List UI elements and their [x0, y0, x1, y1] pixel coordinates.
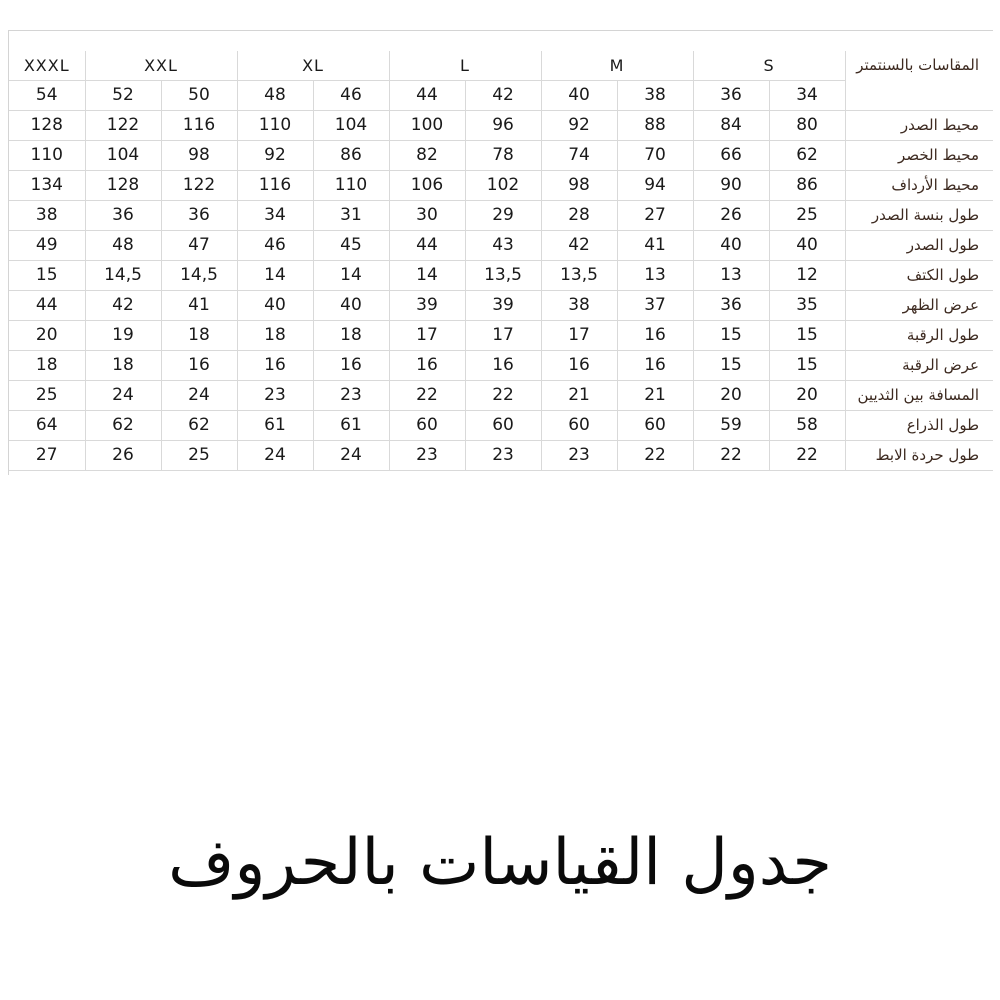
measurement-value-cell: 104	[313, 111, 389, 141]
measurement-value-cell: 62	[769, 141, 845, 171]
measurement-row	[9, 321, 993, 351]
measurement-value-cell: 14	[237, 261, 313, 291]
measurement-value-cell: 38	[9, 201, 85, 231]
measurement-value-cell: 86	[313, 141, 389, 171]
measurement-value-cell: 110	[9, 141, 85, 171]
measurement-value-cell: 18	[237, 321, 313, 351]
base-size-cell: 38	[617, 81, 693, 111]
measurement-value-cell: 82	[389, 141, 465, 171]
base-size-cell: 48	[237, 81, 313, 111]
measurement-value-cell: 13	[693, 261, 769, 291]
measurement-value-cell: 92	[541, 111, 617, 141]
measurement-value-cell: 25	[161, 441, 237, 471]
measurement-value-cell: 25	[9, 381, 85, 411]
measurement-value-cell: 60	[389, 411, 465, 441]
measurement-value-cell: 26	[85, 441, 161, 471]
measurement-label: المسافة بين الثديين	[845, 381, 993, 411]
measurement-value-cell: 40	[313, 291, 389, 321]
measurement-row	[9, 291, 993, 321]
measurement-value-cell: 25	[769, 201, 845, 231]
measurement-value-cell: 23	[313, 381, 389, 411]
measurement-row	[9, 141, 993, 171]
measurement-value-cell: 40	[769, 231, 845, 261]
size-header-row	[9, 51, 993, 81]
size-header-m: M	[541, 51, 693, 81]
measurement-row	[9, 201, 993, 231]
measurement-row	[9, 411, 993, 441]
base-size-cell: 46	[313, 81, 389, 111]
measurement-label: محيط الخصر	[845, 141, 993, 171]
measurement-value-cell: 49	[9, 231, 85, 261]
measurement-value-cell: 62	[85, 411, 161, 441]
measurement-label: طول حردة الابط	[845, 441, 993, 471]
base-size-cell: 36	[693, 81, 769, 111]
measurement-value-cell: 14	[313, 261, 389, 291]
measurement-value-cell: 14,5	[161, 261, 237, 291]
measurement-value-cell: 16	[237, 351, 313, 381]
measurement-value-cell: 16	[161, 351, 237, 381]
measurement-value-cell: 36	[693, 291, 769, 321]
measurement-value-cell: 98	[541, 171, 617, 201]
measurement-value-cell: 14	[389, 261, 465, 291]
measurement-value-cell: 92	[237, 141, 313, 171]
measurement-value-cell: 66	[693, 141, 769, 171]
measurement-value-cell: 37	[617, 291, 693, 321]
measurement-value-cell: 23	[465, 441, 541, 471]
measurement-value-cell: 31	[313, 201, 389, 231]
measurement-value-cell: 24	[85, 381, 161, 411]
measurement-value-cell: 48	[85, 231, 161, 261]
measurement-label: محيط الصدر	[845, 111, 993, 141]
size-header-s: S	[693, 51, 845, 81]
size-header-xl: XL	[237, 51, 389, 81]
measurement-row	[9, 261, 993, 291]
measurement-value-cell: 18	[161, 321, 237, 351]
measurement-value-cell: 61	[237, 411, 313, 441]
measurement-value-cell: 16	[541, 351, 617, 381]
measurement-value-cell: 60	[541, 411, 617, 441]
measurement-value-cell: 24	[237, 441, 313, 471]
measurement-row	[9, 441, 993, 471]
measurement-value-cell: 47	[161, 231, 237, 261]
measurement-value-cell: 96	[465, 111, 541, 141]
measurement-value-cell: 41	[161, 291, 237, 321]
measurement-value-cell: 22	[769, 441, 845, 471]
measurement-value-cell: 24	[161, 381, 237, 411]
measurement-value-cell: 18	[85, 351, 161, 381]
size-chart-sheet	[8, 30, 993, 475]
measurement-value-cell: 13	[617, 261, 693, 291]
measurement-value-cell: 42	[85, 291, 161, 321]
measurement-value-cell: 16	[617, 321, 693, 351]
measurement-value-cell: 59	[693, 411, 769, 441]
measurement-value-cell: 23	[389, 441, 465, 471]
page-caption: جدول القياسات بالحروف	[168, 826, 832, 900]
measurement-value-cell: 40	[237, 291, 313, 321]
measurement-label: عرض الرقبة	[845, 351, 993, 381]
base-size-cell: 50	[161, 81, 237, 111]
measurement-value-cell: 20	[769, 381, 845, 411]
base-size-cell: 42	[465, 81, 541, 111]
measurement-value-cell: 17	[465, 321, 541, 351]
measurement-label: طول الصدر	[845, 231, 993, 261]
measurement-value-cell: 15	[769, 351, 845, 381]
measurement-value-cell: 58	[769, 411, 845, 441]
measurement-value-cell: 116	[237, 171, 313, 201]
measurement-value-cell: 27	[9, 441, 85, 471]
measurement-value-cell: 34	[237, 201, 313, 231]
measurement-rows	[9, 111, 993, 471]
measurement-value-cell: 14,5	[85, 261, 161, 291]
measurement-value-cell: 17	[389, 321, 465, 351]
measurement-value-cell: 104	[85, 141, 161, 171]
measurement-value-cell: 40	[693, 231, 769, 261]
measurement-value-cell: 36	[161, 201, 237, 231]
measurement-value-cell: 134	[9, 171, 85, 201]
measurement-label: طول الذراع	[845, 411, 993, 441]
measurement-value-cell: 60	[617, 411, 693, 441]
measurement-value-cell: 36	[85, 201, 161, 231]
measurement-value-cell: 38	[541, 291, 617, 321]
measurement-row	[9, 171, 993, 201]
measurement-value-cell: 90	[693, 171, 769, 201]
measurement-value-cell: 20	[693, 381, 769, 411]
measurement-value-cell: 102	[465, 171, 541, 201]
measurement-value-cell: 21	[617, 381, 693, 411]
measurement-value-cell: 30	[389, 201, 465, 231]
base-size-cell: 34	[769, 81, 845, 111]
base-size-cell: 40	[541, 81, 617, 111]
measurement-value-cell: 35	[769, 291, 845, 321]
measurement-value-cell: 74	[541, 141, 617, 171]
measurement-value-cell: 39	[465, 291, 541, 321]
size-header-xxl: XXL	[85, 51, 237, 81]
measurement-value-cell: 43	[465, 231, 541, 261]
base-size-cell: 52	[85, 81, 161, 111]
measurement-value-cell: 100	[389, 111, 465, 141]
measurement-value-cell: 88	[617, 111, 693, 141]
measurement-value-cell: 22	[389, 381, 465, 411]
measurement-value-cell: 46	[237, 231, 313, 261]
measurement-value-cell: 13,5	[465, 261, 541, 291]
measurement-value-cell: 128	[9, 111, 85, 141]
measurement-value-cell: 64	[9, 411, 85, 441]
measurement-value-cell: 28	[541, 201, 617, 231]
measurement-value-cell: 15	[769, 321, 845, 351]
measurement-row	[9, 381, 993, 411]
measurement-value-cell: 16	[389, 351, 465, 381]
measurement-value-cell: 24	[313, 441, 389, 471]
measurement-value-cell: 23	[541, 441, 617, 471]
measurement-value-cell: 110	[237, 111, 313, 141]
measurement-value-cell: 80	[769, 111, 845, 141]
measurement-value-cell: 94	[617, 171, 693, 201]
size-header-l: L	[389, 51, 541, 81]
measurement-value-cell: 42	[541, 231, 617, 261]
measurement-label: طول الرقبة	[845, 321, 993, 351]
measurement-value-cell: 62	[161, 411, 237, 441]
measurement-value-cell: 122	[85, 111, 161, 141]
measurement-value-cell: 15	[693, 321, 769, 351]
measurement-value-cell: 15	[9, 261, 85, 291]
measurement-value-cell: 22	[465, 381, 541, 411]
measurement-value-cell: 21	[541, 381, 617, 411]
measurement-value-cell: 60	[465, 411, 541, 441]
size-header-xxxl: XXXL	[9, 51, 85, 81]
measurement-value-cell: 16	[465, 351, 541, 381]
base-size-cell: 44	[389, 81, 465, 111]
base-size-cell: 54	[9, 81, 85, 111]
measurement-value-cell: 29	[465, 201, 541, 231]
measurement-value-cell: 18	[9, 351, 85, 381]
measurement-label: طول الكتف	[845, 261, 993, 291]
measurement-value-cell: 18	[313, 321, 389, 351]
measurement-value-cell: 116	[161, 111, 237, 141]
measurement-value-cell: 84	[693, 111, 769, 141]
measurement-value-cell: 12	[769, 261, 845, 291]
measurement-value-cell: 23	[237, 381, 313, 411]
measurement-value-cell: 20	[9, 321, 85, 351]
measurement-value-cell: 122	[161, 171, 237, 201]
measurement-value-cell: 110	[313, 171, 389, 201]
measurement-value-cell: 15	[693, 351, 769, 381]
measurement-value-cell: 44	[389, 231, 465, 261]
size-chart-table	[9, 51, 993, 471]
measurement-value-cell: 26	[693, 201, 769, 231]
measurement-row	[9, 111, 993, 141]
measurements-header: المقاسات بالسنتمتر	[845, 51, 993, 111]
measurement-row	[9, 231, 993, 261]
measurement-value-cell: 44	[9, 291, 85, 321]
measurement-value-cell: 16	[313, 351, 389, 381]
measurement-value-cell: 128	[85, 171, 161, 201]
measurement-value-cell: 106	[389, 171, 465, 201]
measurement-value-cell: 39	[389, 291, 465, 321]
measurement-value-cell: 61	[313, 411, 389, 441]
measurement-row	[9, 351, 993, 381]
measurement-value-cell: 70	[617, 141, 693, 171]
measurement-value-cell: 98	[161, 141, 237, 171]
measurement-label: محيط الأرداف	[845, 171, 993, 201]
measurement-value-cell: 86	[769, 171, 845, 201]
measurement-value-cell: 41	[617, 231, 693, 261]
measurement-value-cell: 17	[541, 321, 617, 351]
measurement-label: عرض الظهر	[845, 291, 993, 321]
measurement-label: طول بنسة الصدر	[845, 201, 993, 231]
measurement-value-cell: 13,5	[541, 261, 617, 291]
measurement-value-cell: 45	[313, 231, 389, 261]
measurement-value-cell: 78	[465, 141, 541, 171]
measurement-value-cell: 19	[85, 321, 161, 351]
measurement-value-cell: 27	[617, 201, 693, 231]
measurement-value-cell: 22	[693, 441, 769, 471]
measurement-value-cell: 22	[617, 441, 693, 471]
measurement-value-cell: 16	[617, 351, 693, 381]
